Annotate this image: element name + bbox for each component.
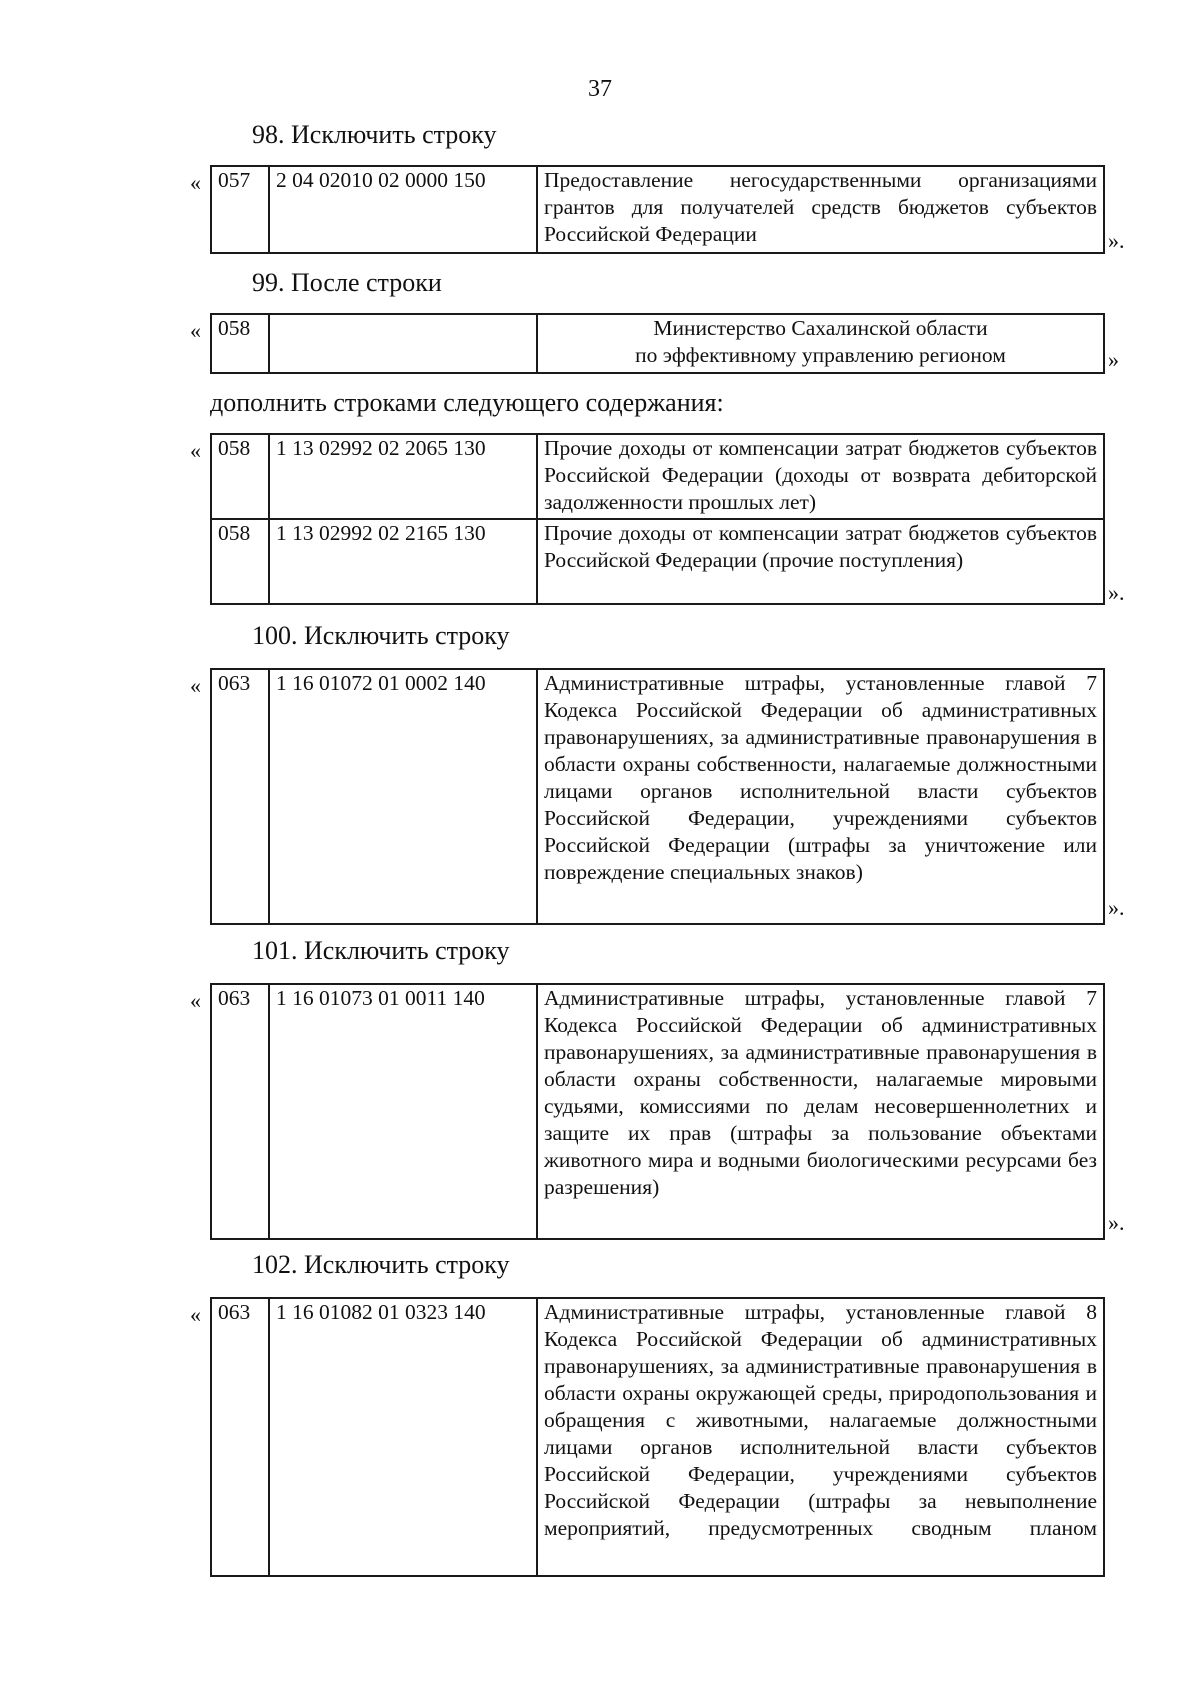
description-cell: Предоставление негосударственными организациями грантов для получателей средств бюджетов субъектов Российской Федерации <box>537 166 1104 253</box>
code-cell: 057 <box>211 166 269 253</box>
code-cell: 063 <box>211 1298 269 1576</box>
kbk-cell: 1 13 02992 02 2165 130 <box>269 519 537 604</box>
table-row <box>211 519 1104 604</box>
table-100 <box>210 668 1105 925</box>
item-98-heading: 98. Исключить строку <box>252 120 497 149</box>
open-quote: « <box>190 1302 201 1327</box>
table-99 <box>210 313 1105 374</box>
description-cell: Административные штрафы, установленные главой 7 Кодекса Российской Федерации об административных правонарушениях, за административные правонарушения в области охраны собственности, налагаемые мировыми судьями, комиссиями по делам несовершеннолетних и защите их прав (штрафы за пользование объектами животного мира и водными биологическими ресурсами без разрешения) <box>537 984 1104 1239</box>
table-98 <box>210 165 1105 254</box>
item-101-heading: 101. Исключить строку <box>252 936 510 965</box>
open-quote: « <box>190 170 201 195</box>
supplement-text: дополнить строками следующего содержания: <box>210 388 724 417</box>
description-cell <box>537 314 1104 373</box>
kbk-cell: 2 04 02010 02 0000 150 <box>269 166 537 253</box>
open-quote: « <box>190 438 201 463</box>
description-cell: Прочие доходы от компенсации затрат бюджетов субъектов Российской Федерации (доходы от возврата дебиторской задолженности прошлых лет) <box>537 434 1104 519</box>
code-cell: 058 <box>211 519 269 604</box>
code-cell: 058 <box>211 434 269 519</box>
table-row <box>211 434 1104 519</box>
open-quote: « <box>190 673 201 698</box>
table-row <box>211 314 1104 373</box>
kbk-cell: 1 16 01072 01 0002 140 <box>269 669 537 924</box>
code-cell: 058 <box>211 314 269 373</box>
table-102 <box>210 1297 1105 1577</box>
close-quote: ». <box>1108 580 1125 605</box>
table-additions <box>210 433 1105 605</box>
open-quote: « <box>190 988 201 1013</box>
table-row <box>211 1298 1104 1576</box>
description-cell: Административные штрафы, установленные главой 7 Кодекса Российской Федерации об административных правонарушениях, за административные правонарушения в области охраны собственности, налагаемые должностными лицами органов исполнительной власти субъектов Российской Федерации, учреждениями субъектов Российской Федерации (штрафы за уничтожение или повреждение специальных знаков) <box>537 669 1104 924</box>
table-row <box>211 166 1104 253</box>
description-cell: Административные штрафы, установленные главой 8 Кодекса Российской Федерации об административных правонарушениях, за административные правонарушения в области охраны окружающей среды, природопользования и обращения с животными, налагаемые должностными лицами органов исполнительной власти субъектов Российской Федерации, учреждениями субъектов Российской Федерации (штрафы за невыполнение мероприятий, предусмотренных сводным планом <box>537 1298 1104 1576</box>
code-cell: 063 <box>211 669 269 924</box>
open-quote: « <box>190 318 201 343</box>
item-102-heading: 102. Исключить строку <box>252 1250 510 1279</box>
kbk-cell: 1 16 01082 01 0323 140 <box>269 1298 537 1576</box>
page-number: 37 <box>588 76 612 102</box>
code-cell: 063 <box>211 984 269 1239</box>
table-101 <box>210 983 1105 1240</box>
close-quote: » <box>1108 347 1119 372</box>
item-100-heading: 100. Исключить строку <box>252 621 510 650</box>
close-quote: ». <box>1108 228 1125 253</box>
table-row <box>211 984 1104 1239</box>
ministry-name-line-2: по эффективному управлению регионом <box>635 343 1006 367</box>
kbk-cell: 1 13 02992 02 2065 130 <box>269 434 537 519</box>
close-quote: ». <box>1108 1210 1125 1235</box>
description-cell: Прочие доходы от компенсации затрат бюджетов субъектов Российской Федерации (прочие поступления) <box>537 519 1104 604</box>
close-quote: ». <box>1108 895 1125 920</box>
item-99-heading: 99. После строки <box>252 268 442 297</box>
table-row <box>211 669 1104 924</box>
kbk-cell <box>269 314 537 373</box>
ministry-name-line-1: Министерство Сахалинской области <box>653 316 988 340</box>
kbk-cell: 1 16 01073 01 0011 140 <box>269 984 537 1239</box>
